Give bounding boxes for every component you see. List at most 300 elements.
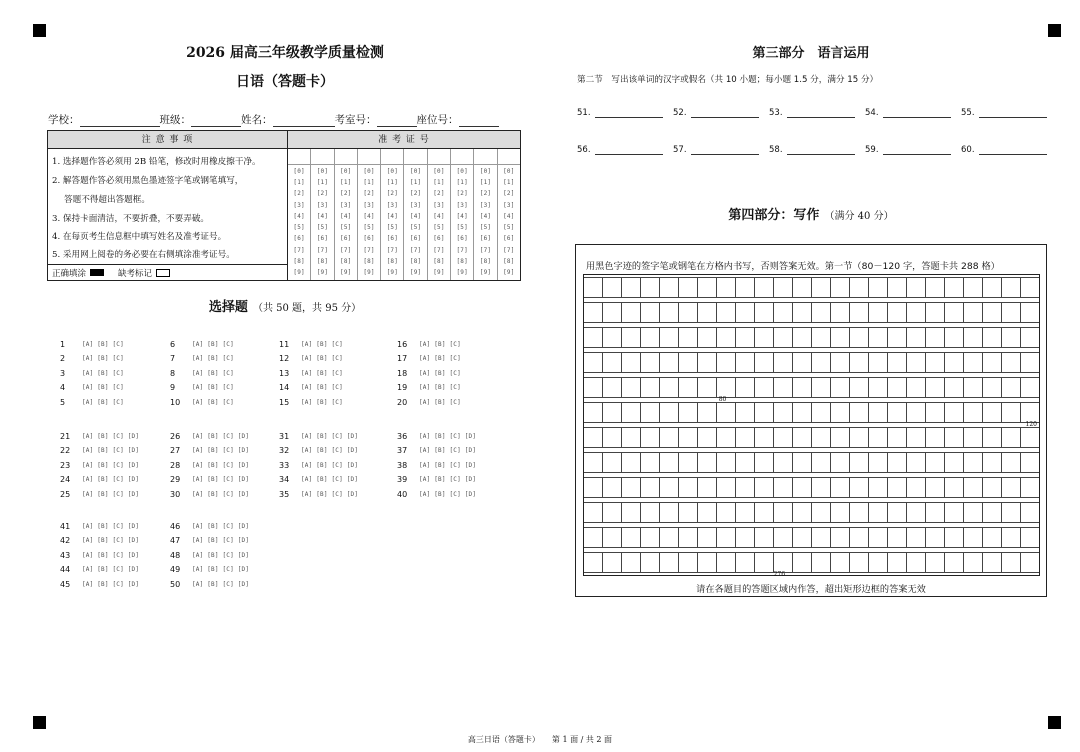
exam-digit-bubble[interactable]: [8] bbox=[386, 258, 399, 266]
writing-cell[interactable] bbox=[698, 303, 717, 322]
writing-cell[interactable] bbox=[1002, 303, 1021, 322]
writing-cell[interactable] bbox=[717, 528, 736, 547]
answer-options[interactable]: [A] [B] [C] [D] bbox=[82, 551, 140, 559]
writing-cell[interactable] bbox=[850, 553, 869, 572]
absent-mark-box[interactable] bbox=[156, 269, 170, 277]
writing-cell[interactable] bbox=[774, 528, 793, 547]
answer-options[interactable]: [A] [B] [C] bbox=[419, 398, 461, 406]
writing-cell[interactable] bbox=[736, 553, 755, 572]
writing-cell[interactable] bbox=[888, 303, 907, 322]
writing-cell[interactable] bbox=[584, 378, 603, 397]
answer-options[interactable]: [A] [B] [C] bbox=[192, 340, 234, 348]
exam-digit-bubble[interactable]: [2] bbox=[386, 190, 399, 198]
exam-digit-bubble[interactable]: [3] bbox=[456, 201, 468, 209]
answer-line[interactable] bbox=[691, 108, 759, 118]
writing-cell[interactable] bbox=[717, 503, 736, 522]
writing-cell[interactable] bbox=[793, 278, 812, 297]
exam-digit-bubble[interactable]: [6] bbox=[340, 235, 352, 243]
exam-digit-bubble[interactable]: [6] bbox=[316, 235, 329, 243]
writing-cell[interactable] bbox=[641, 353, 660, 372]
writing-cell[interactable] bbox=[584, 503, 603, 522]
writing-cell[interactable] bbox=[622, 278, 641, 297]
writing-cell[interactable] bbox=[584, 478, 603, 497]
writing-cell[interactable] bbox=[755, 428, 774, 447]
writing-cell[interactable] bbox=[698, 453, 717, 472]
writing-cell[interactable] bbox=[679, 478, 698, 497]
writing-cell[interactable] bbox=[603, 303, 622, 322]
writing-cell[interactable] bbox=[641, 328, 660, 347]
writing-cell[interactable] bbox=[736, 503, 755, 522]
writing-cell[interactable] bbox=[679, 278, 698, 297]
writing-cell[interactable] bbox=[964, 503, 983, 522]
writing-cell[interactable] bbox=[698, 328, 717, 347]
writing-cell[interactable] bbox=[983, 428, 1002, 447]
writing-cell[interactable] bbox=[584, 453, 603, 472]
writing-cell[interactable] bbox=[812, 353, 831, 372]
answer-line[interactable] bbox=[595, 108, 663, 118]
writing-cell[interactable] bbox=[926, 403, 945, 422]
writing-cell[interactable] bbox=[869, 553, 888, 572]
writing-cell[interactable] bbox=[603, 503, 622, 522]
exam-number-write-cell[interactable] bbox=[428, 149, 450, 165]
writing-cell[interactable] bbox=[584, 553, 603, 572]
writing-cell[interactable] bbox=[679, 453, 698, 472]
answer-options[interactable]: [A] [B] [C] [D] bbox=[82, 432, 140, 440]
writing-cell[interactable] bbox=[660, 328, 679, 347]
writing-cell[interactable] bbox=[717, 278, 736, 297]
writing-cell[interactable] bbox=[983, 403, 1002, 422]
answer-options[interactable]: [A] [B] [C] [D] bbox=[192, 522, 250, 530]
writing-cell[interactable] bbox=[603, 553, 622, 572]
answer-options[interactable]: [A] [B] [C] [D] bbox=[82, 522, 140, 530]
writing-cell[interactable] bbox=[1002, 278, 1021, 297]
writing-cell[interactable] bbox=[850, 278, 869, 297]
exam-number-write-cell[interactable] bbox=[288, 149, 310, 165]
exam-digit-bubble[interactable]: [0] bbox=[316, 167, 329, 175]
answer-options[interactable]: [A] [B] [C] [D] bbox=[82, 490, 140, 498]
writing-cell[interactable] bbox=[793, 328, 812, 347]
exam-digit-bubble[interactable]: [5] bbox=[433, 224, 445, 232]
exam-digit-bubble[interactable]: [0] bbox=[293, 167, 305, 175]
writing-cell[interactable] bbox=[736, 403, 755, 422]
writing-cell[interactable] bbox=[1021, 453, 1039, 472]
exam-digit-bubble[interactable]: [1] bbox=[316, 178, 329, 186]
exam-digit-bubble[interactable]: [5] bbox=[340, 224, 352, 232]
writing-cell[interactable] bbox=[869, 453, 888, 472]
exam-digit-bubble[interactable]: [6] bbox=[479, 235, 492, 243]
writing-cell[interactable] bbox=[964, 328, 983, 347]
answer-options[interactable]: [A] [B] [C] [D] bbox=[82, 476, 140, 484]
writing-cell[interactable] bbox=[831, 528, 850, 547]
answer-options[interactable]: [A] [B] [C] [D] bbox=[192, 461, 250, 469]
writing-cell[interactable] bbox=[964, 278, 983, 297]
writing-cell[interactable] bbox=[660, 428, 679, 447]
writing-cell[interactable] bbox=[945, 453, 964, 472]
writing-cell[interactable] bbox=[1021, 428, 1039, 447]
writing-cell[interactable] bbox=[964, 403, 983, 422]
writing-cell[interactable] bbox=[983, 528, 1002, 547]
answer-options[interactable]: [A] [B] [C] [D] bbox=[301, 476, 359, 484]
writing-cell[interactable] bbox=[641, 478, 660, 497]
exam-digit-bubble[interactable]: [4] bbox=[456, 212, 468, 220]
answer-options[interactable]: [A] [B] [C] bbox=[192, 398, 234, 406]
writing-cell[interactable] bbox=[603, 528, 622, 547]
writing-cell[interactable] bbox=[983, 303, 1002, 322]
exam-digit-bubble[interactable]: [7] bbox=[456, 246, 468, 254]
exam-digit-bubble[interactable]: [3] bbox=[409, 201, 422, 209]
writing-cell[interactable] bbox=[622, 353, 641, 372]
exam-digit-bubble[interactable]: [7] bbox=[293, 246, 305, 254]
answer-line[interactable] bbox=[883, 108, 951, 118]
exam-digit-bubble[interactable]: [1] bbox=[503, 178, 515, 186]
writing-cell[interactable] bbox=[907, 503, 926, 522]
writing-cell[interactable] bbox=[755, 278, 774, 297]
answer-options[interactable]: [A] [B] [C] [D] bbox=[301, 447, 359, 455]
writing-cell[interactable] bbox=[945, 528, 964, 547]
writing-cell[interactable] bbox=[869, 528, 888, 547]
answer-options[interactable]: [A] [B] [C] [D] bbox=[192, 476, 250, 484]
exam-digit-bubble[interactable]: [8] bbox=[479, 258, 492, 266]
writing-cell[interactable] bbox=[660, 378, 679, 397]
writing-cell[interactable] bbox=[603, 378, 622, 397]
writing-cell[interactable] bbox=[755, 478, 774, 497]
writing-cell[interactable] bbox=[793, 453, 812, 472]
writing-cell[interactable] bbox=[869, 403, 888, 422]
writing-cell[interactable] bbox=[698, 278, 717, 297]
writing-cell[interactable] bbox=[679, 378, 698, 397]
writing-cell[interactable] bbox=[945, 303, 964, 322]
writing-cell[interactable] bbox=[869, 503, 888, 522]
writing-cell[interactable] bbox=[812, 478, 831, 497]
exam-digit-bubble[interactable]: [2] bbox=[293, 190, 305, 198]
writing-cell[interactable] bbox=[1021, 378, 1039, 397]
answer-options[interactable]: [A] [B] [C] [D] bbox=[192, 566, 250, 574]
exam-number-write-cell[interactable] bbox=[335, 149, 357, 165]
answer-options[interactable]: [A] [B] [C] [D] bbox=[192, 551, 250, 559]
exam-number-write-cell[interactable] bbox=[358, 149, 380, 165]
answer-options[interactable]: [A] [B] [C] bbox=[301, 384, 343, 392]
answer-options[interactable]: [A] [B] [C] [D] bbox=[419, 490, 477, 498]
writing-cell[interactable] bbox=[603, 428, 622, 447]
exam-digit-bubble[interactable]: [1] bbox=[363, 178, 375, 186]
writing-cell[interactable] bbox=[926, 353, 945, 372]
writing-cell[interactable] bbox=[660, 303, 679, 322]
writing-cell[interactable] bbox=[850, 378, 869, 397]
exam-digit-bubble[interactable]: [0] bbox=[503, 167, 515, 175]
writing-cell[interactable] bbox=[774, 553, 793, 572]
exam-digit-bubble[interactable]: [6] bbox=[409, 235, 422, 243]
writing-cell[interactable] bbox=[812, 403, 831, 422]
exam-digit-bubble[interactable]: [4] bbox=[479, 212, 492, 220]
exam-digit-bubble[interactable]: [2] bbox=[316, 190, 329, 198]
exam-digit-bubble[interactable]: [7] bbox=[409, 246, 422, 254]
writing-cell[interactable] bbox=[1021, 353, 1039, 372]
exam-digit-bubble[interactable]: [8] bbox=[409, 258, 422, 266]
writing-cell[interactable] bbox=[945, 328, 964, 347]
writing-cell[interactable] bbox=[850, 353, 869, 372]
class-field[interactable] bbox=[191, 117, 241, 127]
writing-cell[interactable] bbox=[641, 378, 660, 397]
answer-options[interactable]: [A] [B] [C] [D] bbox=[301, 461, 359, 469]
writing-cell[interactable] bbox=[774, 453, 793, 472]
writing-cell[interactable] bbox=[774, 478, 793, 497]
writing-cell[interactable] bbox=[717, 478, 736, 497]
writing-cell[interactable] bbox=[812, 328, 831, 347]
exam-digit-bubble[interactable]: [2] bbox=[503, 190, 515, 198]
writing-cell[interactable] bbox=[793, 403, 812, 422]
answer-options[interactable]: [A] [B] [C] bbox=[301, 355, 343, 363]
writing-cell[interactable] bbox=[584, 303, 603, 322]
writing-cell[interactable] bbox=[888, 403, 907, 422]
writing-cell[interactable] bbox=[717, 403, 736, 422]
answer-options[interactable]: [A] [B] [C] bbox=[82, 398, 124, 406]
exam-digit-bubble[interactable]: [1] bbox=[386, 178, 399, 186]
exam-digit-bubble[interactable]: [6] bbox=[503, 235, 515, 243]
writing-cell[interactable] bbox=[774, 303, 793, 322]
writing-cell[interactable] bbox=[1021, 278, 1039, 297]
writing-cell[interactable] bbox=[641, 428, 660, 447]
writing-cell[interactable] bbox=[736, 528, 755, 547]
writing-cell[interactable] bbox=[1002, 528, 1021, 547]
exam-digit-bubble[interactable]: [7] bbox=[503, 246, 515, 254]
exam-number-write-cell[interactable] bbox=[474, 149, 496, 165]
writing-cell[interactable] bbox=[926, 303, 945, 322]
answer-options[interactable]: [A] [B] [C] bbox=[82, 355, 124, 363]
writing-cell[interactable] bbox=[945, 503, 964, 522]
writing-cell[interactable] bbox=[679, 353, 698, 372]
writing-cell[interactable] bbox=[926, 378, 945, 397]
answer-options[interactable]: [A] [B] [C] bbox=[301, 398, 343, 406]
writing-cell[interactable] bbox=[1002, 478, 1021, 497]
writing-cell[interactable] bbox=[812, 503, 831, 522]
writing-cell[interactable] bbox=[584, 428, 603, 447]
writing-cell[interactable] bbox=[660, 478, 679, 497]
exam-digit-bubble[interactable]: [0] bbox=[433, 167, 445, 175]
writing-cell[interactable] bbox=[888, 378, 907, 397]
answer-line[interactable] bbox=[595, 145, 663, 155]
writing-cell[interactable] bbox=[660, 453, 679, 472]
writing-cell[interactable] bbox=[660, 353, 679, 372]
answer-options[interactable]: [A] [B] [C] [D] bbox=[82, 537, 140, 545]
name-field[interactable] bbox=[273, 117, 335, 127]
writing-cell[interactable] bbox=[679, 428, 698, 447]
seat-field[interactable] bbox=[459, 117, 499, 127]
exam-number-write-cell[interactable] bbox=[381, 149, 403, 165]
writing-cell[interactable] bbox=[698, 553, 717, 572]
exam-digit-bubble[interactable]: [4] bbox=[409, 212, 422, 220]
writing-cell[interactable] bbox=[812, 528, 831, 547]
answer-options[interactable]: [A] [B] [C] bbox=[301, 369, 343, 377]
answer-options[interactable]: [A] [B] [C] bbox=[301, 340, 343, 348]
exam-digit-bubble[interactable]: [1] bbox=[433, 178, 445, 186]
exam-digit-bubble[interactable]: [2] bbox=[479, 190, 492, 198]
writing-cell[interactable] bbox=[698, 503, 717, 522]
writing-cell[interactable] bbox=[793, 303, 812, 322]
writing-cell[interactable] bbox=[964, 453, 983, 472]
writing-cell[interactable] bbox=[679, 528, 698, 547]
writing-cell[interactable] bbox=[736, 378, 755, 397]
answer-options[interactable]: [A] [B] [C] bbox=[419, 384, 461, 392]
exam-number-write-cell[interactable] bbox=[404, 149, 426, 165]
answer-options[interactable]: [A] [B] [C] [D] bbox=[301, 432, 359, 440]
exam-digit-bubble[interactable]: [2] bbox=[456, 190, 468, 198]
writing-cell[interactable] bbox=[945, 353, 964, 372]
writing-cell[interactable] bbox=[622, 328, 641, 347]
writing-cell[interactable] bbox=[717, 453, 736, 472]
writing-cell[interactable] bbox=[869, 303, 888, 322]
exam-digit-bubble[interactable]: [7] bbox=[340, 246, 352, 254]
writing-cell[interactable] bbox=[831, 453, 850, 472]
writing-cell[interactable] bbox=[755, 453, 774, 472]
writing-cell[interactable] bbox=[888, 278, 907, 297]
answer-options[interactable]: [A] [B] [C] bbox=[192, 384, 234, 392]
writing-cell[interactable] bbox=[660, 503, 679, 522]
writing-cell[interactable] bbox=[888, 503, 907, 522]
writing-cell[interactable] bbox=[907, 278, 926, 297]
exam-digit-bubble[interactable]: [4] bbox=[293, 212, 305, 220]
writing-cell[interactable] bbox=[793, 553, 812, 572]
writing-cell[interactable] bbox=[964, 428, 983, 447]
answer-options[interactable]: [A] [B] [C] [D] bbox=[419, 432, 477, 440]
exam-digit-bubble[interactable]: [2] bbox=[433, 190, 445, 198]
exam-digit-bubble[interactable]: [2] bbox=[340, 190, 352, 198]
writing-cell[interactable] bbox=[736, 303, 755, 322]
writing-cell[interactable] bbox=[736, 453, 755, 472]
answer-options[interactable]: [A] [B] [C] bbox=[192, 355, 234, 363]
writing-cell[interactable] bbox=[812, 453, 831, 472]
exam-digit-bubble[interactable]: [0] bbox=[363, 167, 375, 175]
writing-cell[interactable] bbox=[622, 478, 641, 497]
exam-digit-bubble[interactable]: [1] bbox=[479, 178, 492, 186]
exam-number-write-cell[interactable] bbox=[311, 149, 333, 165]
writing-cell[interactable] bbox=[869, 278, 888, 297]
writing-cell[interactable] bbox=[660, 553, 679, 572]
writing-cell[interactable] bbox=[831, 353, 850, 372]
writing-cell[interactable] bbox=[755, 553, 774, 572]
writing-cell[interactable] bbox=[983, 478, 1002, 497]
writing-cell[interactable] bbox=[1021, 553, 1039, 572]
writing-cell[interactable] bbox=[850, 528, 869, 547]
exam-digit-bubble[interactable]: [5] bbox=[456, 224, 468, 232]
writing-cell[interactable] bbox=[660, 278, 679, 297]
writing-cell[interactable] bbox=[983, 278, 1002, 297]
answer-options[interactable]: [A] [B] [C] bbox=[419, 355, 461, 363]
answer-line[interactable] bbox=[691, 145, 759, 155]
writing-cell[interactable] bbox=[679, 553, 698, 572]
writing-cell[interactable] bbox=[831, 378, 850, 397]
writing-cell[interactable] bbox=[926, 528, 945, 547]
writing-cell[interactable] bbox=[850, 403, 869, 422]
writing-cell[interactable] bbox=[793, 353, 812, 372]
exam-digit-bubble[interactable]: [9] bbox=[433, 269, 445, 277]
answer-options[interactable]: [A] [B] [C] [D] bbox=[301, 490, 359, 498]
writing-cell[interactable] bbox=[755, 303, 774, 322]
writing-cell[interactable] bbox=[774, 378, 793, 397]
writing-cell[interactable] bbox=[907, 328, 926, 347]
answer-line[interactable] bbox=[979, 108, 1047, 118]
writing-cell[interactable] bbox=[1021, 403, 1039, 422]
exam-digit-bubble[interactable]: [1] bbox=[293, 178, 305, 186]
exam-digit-bubble[interactable]: [0] bbox=[456, 167, 468, 175]
writing-cell[interactable] bbox=[584, 528, 603, 547]
exam-digit-bubble[interactable]: [4] bbox=[433, 212, 445, 220]
exam-digit-bubble[interactable]: [1] bbox=[456, 178, 468, 186]
writing-cell[interactable] bbox=[603, 278, 622, 297]
writing-cell[interactable] bbox=[907, 528, 926, 547]
answer-options[interactable]: [A] [B] [C] [D] bbox=[419, 476, 477, 484]
exam-digit-bubble[interactable]: [8] bbox=[433, 258, 445, 266]
writing-cell[interactable] bbox=[641, 403, 660, 422]
writing-cell[interactable] bbox=[641, 278, 660, 297]
answer-line[interactable] bbox=[883, 145, 951, 155]
writing-cell[interactable] bbox=[850, 453, 869, 472]
writing-cell[interactable] bbox=[774, 353, 793, 372]
writing-cell[interactable] bbox=[1002, 553, 1021, 572]
writing-cell[interactable] bbox=[1021, 478, 1039, 497]
writing-cell[interactable] bbox=[812, 303, 831, 322]
writing-cell[interactable] bbox=[736, 328, 755, 347]
exam-digit-bubble[interactable]: [5] bbox=[503, 224, 515, 232]
writing-cell[interactable] bbox=[622, 403, 641, 422]
writing-cell[interactable] bbox=[983, 453, 1002, 472]
writing-cell[interactable] bbox=[888, 453, 907, 472]
answer-options[interactable]: [A] [B] [C] bbox=[419, 369, 461, 377]
writing-cell[interactable] bbox=[983, 353, 1002, 372]
writing-cell[interactable] bbox=[603, 353, 622, 372]
writing-cell[interactable] bbox=[945, 378, 964, 397]
writing-cell[interactable] bbox=[869, 353, 888, 372]
exam-digit-bubble[interactable]: [3] bbox=[433, 201, 445, 209]
writing-cell[interactable] bbox=[869, 478, 888, 497]
writing-cell[interactable] bbox=[793, 503, 812, 522]
writing-cell[interactable] bbox=[869, 378, 888, 397]
writing-cell[interactable] bbox=[1002, 453, 1021, 472]
writing-cell[interactable] bbox=[907, 403, 926, 422]
exam-digit-bubble[interactable]: [1] bbox=[340, 178, 352, 186]
exam-number-write-cell[interactable] bbox=[498, 149, 520, 165]
exam-digit-bubble[interactable]: [3] bbox=[340, 201, 352, 209]
writing-cell[interactable] bbox=[641, 553, 660, 572]
writing-cell[interactable] bbox=[584, 353, 603, 372]
writing-cell[interactable] bbox=[603, 453, 622, 472]
writing-cell[interactable] bbox=[888, 528, 907, 547]
writing-cell[interactable] bbox=[907, 353, 926, 372]
writing-cell[interactable] bbox=[850, 428, 869, 447]
writing-cell[interactable] bbox=[1002, 503, 1021, 522]
writing-cell[interactable] bbox=[945, 428, 964, 447]
writing-cell[interactable] bbox=[888, 478, 907, 497]
writing-cell[interactable] bbox=[698, 428, 717, 447]
writing-cell[interactable] bbox=[622, 303, 641, 322]
writing-cell[interactable] bbox=[641, 528, 660, 547]
writing-cell[interactable] bbox=[831, 428, 850, 447]
writing-cell[interactable] bbox=[907, 303, 926, 322]
writing-cell[interactable] bbox=[736, 478, 755, 497]
writing-cell[interactable] bbox=[812, 278, 831, 297]
writing-cell[interactable] bbox=[641, 453, 660, 472]
writing-cell[interactable] bbox=[1002, 353, 1021, 372]
writing-cell[interactable] bbox=[717, 328, 736, 347]
exam-digit-bubble[interactable]: [4] bbox=[340, 212, 352, 220]
writing-grid[interactable] bbox=[583, 274, 1040, 576]
exam-digit-bubble[interactable]: [5] bbox=[316, 224, 329, 232]
writing-cell[interactable] bbox=[774, 328, 793, 347]
exam-digit-bubble[interactable]: [6] bbox=[293, 235, 305, 243]
writing-cell[interactable] bbox=[1021, 503, 1039, 522]
exam-digit-bubble[interactable]: [7] bbox=[479, 246, 492, 254]
answer-options[interactable]: [A] [B] [C] [D] bbox=[419, 447, 477, 455]
exam-digit-bubble[interactable]: [0] bbox=[479, 167, 492, 175]
